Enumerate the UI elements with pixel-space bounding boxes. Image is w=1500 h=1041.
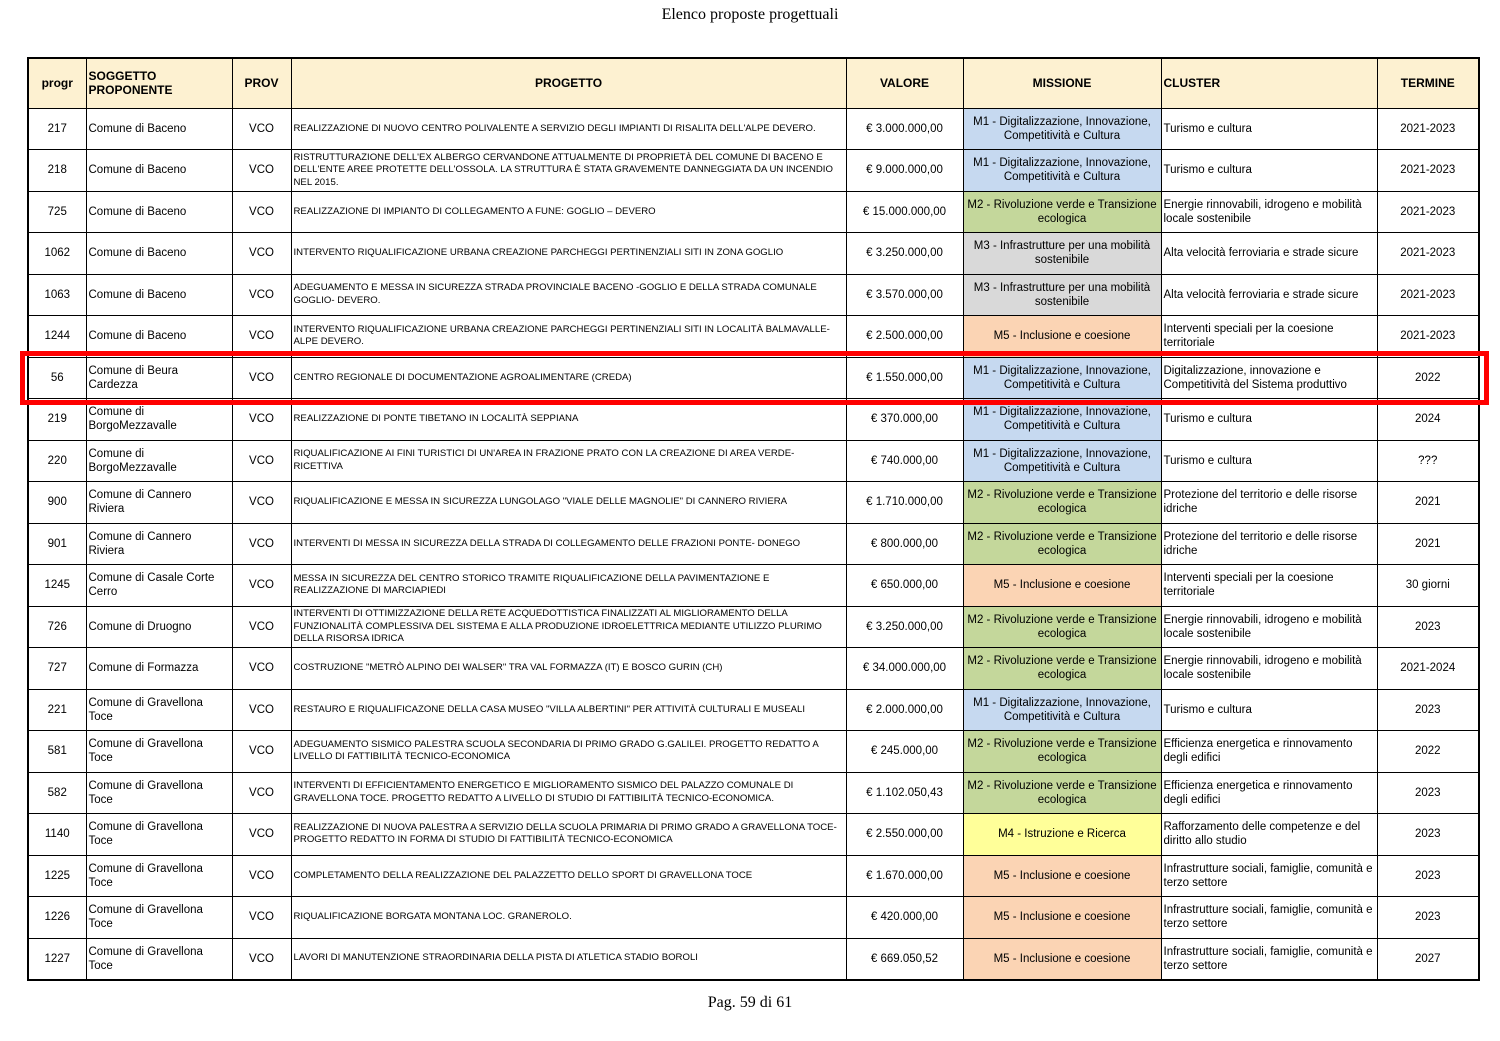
cell-progr: 1226 — [28, 897, 86, 939]
header-row — [28, 58, 1479, 108]
cell-cluster: Protezione del territorio e delle risorse idriche — [1161, 482, 1377, 524]
cell-missione: M1 - Digitalizzazione, Innovazione, Competitività e Cultura — [963, 440, 1161, 482]
cell-cluster: Efficienza energetica e rinnovamento degli edifici — [1161, 731, 1377, 773]
cell-missione: M3 - Infrastrutture per una mobilità sostenibile — [963, 274, 1161, 316]
cell-cluster: Turismo e cultura — [1161, 150, 1377, 192]
cell-cluster: Alta velocità ferroviaria e strade sicure — [1161, 233, 1377, 275]
table-row — [28, 191, 1479, 233]
cell-soggetto: Comune di Gravellona Toce — [86, 897, 232, 939]
cell-termine: 2021-2024 — [1377, 648, 1479, 690]
cell-progr: 221 — [28, 689, 86, 731]
cell-progr: 582 — [28, 772, 86, 814]
cell-termine: 30 giorni — [1377, 565, 1479, 607]
cell-cluster: Efficienza energetica e rinnovamento degli edifici — [1161, 772, 1377, 814]
cell-termine: 2027 — [1377, 938, 1479, 980]
cell-termine: 2023 — [1377, 772, 1479, 814]
cell-progetto: RIQUALIFICAZIONE AI FINI TURISTICI DI UN'AREA IN FRAZIONE PRATO CON LA CREAZIONE DI AREA VERDE-RICETTIVA — [291, 440, 846, 482]
cell-progetto: CENTRO REGIONALE DI DOCUMENTAZIONE AGROALIMENTARE (CREDA) — [291, 357, 846, 399]
cell-prov: VCO — [232, 482, 291, 524]
cell-valore: € 2.500.000,00 — [846, 316, 963, 358]
cell-cluster: Infrastrutture sociali, famiglie, comunità e terzo settore — [1161, 855, 1377, 897]
cell-termine: 2021-2023 — [1377, 274, 1479, 316]
table-row — [28, 399, 1479, 441]
table-row — [28, 814, 1479, 856]
cell-missione: M1 - Digitalizzazione, Innovazione, Competitività e Cultura — [963, 150, 1161, 192]
header-progetto: PROGETTO — [291, 58, 846, 108]
cell-termine: 2022 — [1377, 357, 1479, 399]
cell-progr: 1225 — [28, 855, 86, 897]
cell-progr: 56 — [28, 357, 86, 399]
cell-progr: 1062 — [28, 233, 86, 275]
cell-soggetto: Comune di Gravellona Toce — [86, 814, 232, 856]
cell-soggetto: Comune di Cannero Riviera — [86, 523, 232, 565]
cell-missione: M5 - Inclusione e coesione — [963, 316, 1161, 358]
page-title: Elenco proposte progettuali — [661, 6, 839, 23]
header-cluster: CLUSTER — [1161, 58, 1377, 108]
cell-prov: VCO — [232, 897, 291, 939]
cell-prov: VCO — [232, 399, 291, 441]
table-row — [28, 357, 1479, 399]
cell-progetto: COSTRUZIONE "METRÒ ALPINO DEI WALSER" TRA VAL FORMAZZA (IT) E BOSCO GURIN (CH) — [291, 648, 846, 690]
cell-cluster: Rafforzamento delle competenze e del diritto allo studio — [1161, 814, 1377, 856]
table-row — [28, 440, 1479, 482]
cell-cluster: Protezione del territorio e delle risorse idriche — [1161, 523, 1377, 565]
cell-valore: € 1.710.000,00 — [846, 482, 963, 524]
cell-valore: € 3.000.000,00 — [846, 108, 963, 150]
cell-progr: 581 — [28, 731, 86, 773]
cell-soggetto: Comune di Baceno — [86, 233, 232, 275]
cell-valore: € 3.250.000,00 — [846, 233, 963, 275]
cell-missione: M5 - Inclusione e coesione — [963, 565, 1161, 607]
cell-soggetto: Comune di Casale Corte Cerro — [86, 565, 232, 607]
cell-soggetto: Comune di Gravellona Toce — [86, 731, 232, 773]
cell-progetto: REALIZZAZIONE DI PONTE TIBETANO IN LOCALITÀ SEPPIANA — [291, 399, 846, 441]
cell-valore: € 370.000,00 — [846, 399, 963, 441]
cell-cluster: Turismo e cultura — [1161, 689, 1377, 731]
cell-progetto: REALIZZAZIONE DI IMPIANTO DI COLLEGAMENTO A FUNE: GOGLIO – DEVERO — [291, 191, 846, 233]
cell-progr: 1063 — [28, 274, 86, 316]
cell-progetto: LAVORI DI MANUTENZIONE STRAORDINARIA DELLA PISTA DI ATLETICA STADIO BOROLI — [291, 938, 846, 980]
cell-valore: € 1.670.000,00 — [846, 855, 963, 897]
cell-progetto: INTERVENTO RIQUALIFICAZIONE URBANA CREAZIONE PARCHEGGI PERTINENZIALI SITI IN LOCALITÀ BALMAVALLE-ALPE DEVERO. — [291, 316, 846, 358]
cell-cluster: Turismo e cultura — [1161, 399, 1377, 441]
cell-progr: 220 — [28, 440, 86, 482]
table-row — [28, 772, 1479, 814]
cell-soggetto: Comune di Gravellona Toce — [86, 689, 232, 731]
cell-progetto: MESSA IN SICUREZZA DEL CENTRO STORICO TRAMITE RIQUALIFICAZIONE DELLA PAVIMENTAZIONE E REALIZZAZIONE DI MARCIAPIEDI — [291, 565, 846, 607]
cell-valore: € 15.000.000,00 — [846, 191, 963, 233]
cell-missione: M5 - Inclusione e coesione — [963, 855, 1161, 897]
cell-cluster: Infrastrutture sociali, famiglie, comunità e terzo settore — [1161, 938, 1377, 980]
table-row — [28, 565, 1479, 607]
header-progr: progr — [28, 58, 86, 108]
cell-missione: M1 - Digitalizzazione, Innovazione, Competitività e Cultura — [963, 399, 1161, 441]
cell-termine: 2021-2023 — [1377, 316, 1479, 358]
cell-missione: M1 - Digitalizzazione, Innovazione, Competitività e Cultura — [963, 689, 1161, 731]
table-row — [28, 233, 1479, 275]
cell-prov: VCO — [232, 523, 291, 565]
cell-termine: 2021-2023 — [1377, 150, 1479, 192]
cell-termine: ??? — [1377, 440, 1479, 482]
table-row — [28, 523, 1479, 565]
cell-missione: M2 - Rivoluzione verde e Transizione ecologica — [963, 191, 1161, 233]
cell-prov: VCO — [232, 772, 291, 814]
cell-missione: M2 - Rivoluzione verde e Transizione ecologica — [963, 482, 1161, 524]
cell-termine: 2021-2023 — [1377, 108, 1479, 150]
cell-soggetto: Comune di Gravellona Toce — [86, 855, 232, 897]
cell-progr: 1244 — [28, 316, 86, 358]
table-row — [28, 150, 1479, 192]
cell-missione: M2 - Rivoluzione verde e Transizione ecologica — [963, 731, 1161, 773]
table-row — [28, 648, 1479, 690]
cell-cluster: Energie rinnovabili, idrogeno e mobilità locale sostenibile — [1161, 606, 1377, 648]
cell-progetto: INTERVENTI DI EFFICIENTAMENTO ENERGETICO E MIGLIORAMENTO SISMICO DEL PALAZZO COMUNALE DI GRAVELLONA TOCE. PROGETTO REDATTO A LIVELLO DI STUDIO DI FATTIBILITÀ TECNICO-ECONOMICA. — [291, 772, 846, 814]
cell-prov: VCO — [232, 108, 291, 150]
cell-termine: 2023 — [1377, 606, 1479, 648]
cell-missione: M5 - Inclusione e coesione — [963, 897, 1161, 939]
cell-prov: VCO — [232, 274, 291, 316]
cell-termine: 2021-2023 — [1377, 233, 1479, 275]
cell-prov: VCO — [232, 731, 291, 773]
cell-valore: € 2.000.000,00 — [846, 689, 963, 731]
cell-valore: € 740.000,00 — [846, 440, 963, 482]
cell-valore: € 1.550.000,00 — [846, 357, 963, 399]
cell-soggetto: Comune di Druogno — [86, 606, 232, 648]
cell-prov: VCO — [232, 191, 291, 233]
cell-missione: M1 - Digitalizzazione, Innovazione, Competitività e Cultura — [963, 357, 1161, 399]
table-row — [28, 108, 1479, 150]
cell-progetto: ADEGUAMENTO SISMICO PALESTRA SCUOLA SECONDARIA DI PRIMO GRADO G.GALILEI. PROGETTO REDATTO A LIVELLO DI FATTIBILITÀ TECNICO-ECONOMICA — [291, 731, 846, 773]
cell-cluster: Turismo e cultura — [1161, 440, 1377, 482]
cell-termine: 2022 — [1377, 731, 1479, 773]
cell-valore: € 3.250.000,00 — [846, 606, 963, 648]
cell-valore: € 2.550.000,00 — [846, 814, 963, 856]
table-row — [28, 482, 1479, 524]
cell-progetto: ADEGUAMENTO E MESSA IN SICUREZZA STRADA PROVINCIALE BACENO -GOGLIO E DELLA STRADA COMUNALE GOGLIO- DEVERO. — [291, 274, 846, 316]
cell-progr: 725 — [28, 191, 86, 233]
header-termine: TERMINE — [1377, 58, 1479, 108]
cell-soggetto: Comune di BorgoMezzavalle — [86, 399, 232, 441]
cell-missione: M5 - Inclusione e coesione — [963, 938, 1161, 980]
cell-progr: 218 — [28, 150, 86, 192]
cell-valore: € 650.000,00 — [846, 565, 963, 607]
proposals-table — [27, 57, 1480, 981]
table-row — [28, 274, 1479, 316]
cell-valore: € 420.000,00 — [846, 897, 963, 939]
cell-cluster: Interventi speciali per la coesione territoriale — [1161, 565, 1377, 607]
cell-progetto: RIQUALIFICAZIONE BORGATA MONTANA LOC. GRANEROLO. — [291, 897, 846, 939]
cell-missione: M2 - Rivoluzione verde e Transizione ecologica — [963, 772, 1161, 814]
cell-prov: VCO — [232, 233, 291, 275]
cell-progetto: RIQUALIFICAZIONE E MESSA IN SICUREZZA LUNGOLAGO "VIALE DELLE MAGNOLIE" DI CANNERO RIVIERA — [291, 482, 846, 524]
cell-prov: VCO — [232, 316, 291, 358]
cell-progetto: RISTRUTTURAZIONE DELL'EX ALBERGO CERVANDONE ATTUALMENTE DI PROPRIETÀ DEL COMUNE DI BACENO E DELL'ENTE AREE PROTETTE DELL'OSSOLA. LA STRUTTURA È STATA GRAVEMENTE DANNEGGIATA DA UN INCENDIO NEL 2015. — [291, 150, 846, 192]
cell-progetto: RESTAURO E RIQUALIFICAZONE DELLA CASA MUSEO "VILLA ALBERTINI" PER ATTIVITÀ CULTURALI E MUSEALI — [291, 689, 846, 731]
table-row — [28, 897, 1479, 939]
cell-soggetto: Comune di Cannero Riviera — [86, 482, 232, 524]
cell-prov: VCO — [232, 357, 291, 399]
cell-progr: 727 — [28, 648, 86, 690]
cell-progetto: INTERVENTI DI MESSA IN SICUREZZA DELLA STRADA DI COLLEGAMENTO DELLE FRAZIONI PONTE- DONEGO — [291, 523, 846, 565]
cell-progetto: COMPLETAMENTO DELLA REALIZZAZIONE DEL PALAZZETTO DELLO SPORT DI GRAVELLONA TOCE — [291, 855, 846, 897]
page-number: Pag. 59 di 61 — [707, 994, 793, 1011]
cell-termine: 2024 — [1377, 399, 1479, 441]
header-soggetto: SOGGETTO PROPONENTE — [86, 58, 232, 108]
cell-progetto: INTERVENTI DI OTTIMIZZAZIONE DELLA RETE ACQUEDOTTISTICA FINALIZZATI AL MIGLIORAMENTO DELLA FUNZIONALITÀ COMPLESSIVA DEL SISTEMA E ALLA PRODUZIONE IDROELETTRICA MEDIANTE UTILIZZO PLURIMO DELLA RISORSA IDRICA — [291, 606, 846, 648]
cell-progr: 901 — [28, 523, 86, 565]
cell-missione: M4 - Istruzione e Ricerca — [963, 814, 1161, 856]
header-valore: VALORE — [846, 58, 963, 108]
cell-progr: 1227 — [28, 938, 86, 980]
cell-missione: M2 - Rivoluzione verde e Transizione ecologica — [963, 648, 1161, 690]
cell-valore: € 9.000.000,00 — [846, 150, 963, 192]
header-missione: MISSIONE — [963, 58, 1161, 108]
cell-termine: 2023 — [1377, 689, 1479, 731]
cell-termine: 2023 — [1377, 814, 1479, 856]
cell-valore: € 34.000.000,00 — [846, 648, 963, 690]
cell-cluster: Alta velocità ferroviaria e strade sicure — [1161, 274, 1377, 316]
cell-missione: M2 - Rivoluzione verde e Transizione ecologica — [963, 523, 1161, 565]
cell-soggetto: Comune di Beura Cardezza — [86, 357, 232, 399]
cell-soggetto: Comune di Baceno — [86, 191, 232, 233]
cell-missione: M2 - Rivoluzione verde e Transizione ecologica — [963, 606, 1161, 648]
cell-cluster: Infrastrutture sociali, famiglie, comunità e terzo settore — [1161, 897, 1377, 939]
table-row — [28, 606, 1479, 648]
cell-prov: VCO — [232, 440, 291, 482]
cell-soggetto: Comune di Gravellona Toce — [86, 772, 232, 814]
cell-termine: 2021-2023 — [1377, 191, 1479, 233]
cell-soggetto: Comune di Baceno — [86, 108, 232, 150]
table-row — [28, 855, 1479, 897]
cell-progetto: REALIZZAZIONE DI NUOVA PALESTRA A SERVIZIO DELLA SCUOLA PRIMARIA DI PRIMO GRADO A GRAVELLONA TOCE- PROGETTO REDATTO IN FORMA DI STUDIO DI FATTIBILITÀ TECNICO-ECONOMICA — [291, 814, 846, 856]
cell-cluster: Interventi speciali per la coesione territoriale — [1161, 316, 1377, 358]
cell-termine: 2021 — [1377, 482, 1479, 524]
cell-termine: 2023 — [1377, 855, 1479, 897]
table-row — [28, 689, 1479, 731]
cell-soggetto: Comune di Baceno — [86, 316, 232, 358]
cell-progr: 219 — [28, 399, 86, 441]
cell-soggetto: Comune di Baceno — [86, 150, 232, 192]
cell-prov: VCO — [232, 150, 291, 192]
cell-progr: 217 — [28, 108, 86, 150]
table-row — [28, 731, 1479, 773]
cell-soggetto: Comune di Baceno — [86, 274, 232, 316]
cell-soggetto: Comune di Gravellona Toce — [86, 938, 232, 980]
cell-cluster: Turismo e cultura — [1161, 108, 1377, 150]
cell-prov: VCO — [232, 938, 291, 980]
cell-prov: VCO — [232, 648, 291, 690]
cell-cluster: Digitalizzazione, innovazione e Competitività del Sistema produttivo — [1161, 357, 1377, 399]
cell-valore: € 669.050,52 — [846, 938, 963, 980]
cell-progetto: INTERVENTO RIQUALIFICAZIONE URBANA CREAZIONE PARCHEGGI PERTINENZIALI SITI IN ZONA GOGLIO — [291, 233, 846, 275]
cell-valore: € 245.000,00 — [846, 731, 963, 773]
cell-missione: M3 - Infrastrutture per una mobilità sostenibile — [963, 233, 1161, 275]
cell-progr: 726 — [28, 606, 86, 648]
cell-progr: 1140 — [28, 814, 86, 856]
cell-valore: € 3.570.000,00 — [846, 274, 963, 316]
cell-prov: VCO — [232, 689, 291, 731]
cell-termine: 2023 — [1377, 897, 1479, 939]
cell-prov: VCO — [232, 565, 291, 607]
cell-valore: € 1.102.050,43 — [846, 772, 963, 814]
cell-cluster: Energie rinnovabili, idrogeno e mobilità locale sostenibile — [1161, 191, 1377, 233]
cell-missione: M1 - Digitalizzazione, Innovazione, Competitività e Cultura — [963, 108, 1161, 150]
cell-prov: VCO — [232, 855, 291, 897]
cell-soggetto: Comune di Formazza — [86, 648, 232, 690]
cell-prov: VCO — [232, 814, 291, 856]
cell-progr: 1245 — [28, 565, 86, 607]
cell-cluster: Energie rinnovabili, idrogeno e mobilità locale sostenibile — [1161, 648, 1377, 690]
table-row — [28, 938, 1479, 980]
header-prov: PROV — [232, 58, 291, 108]
cell-progr: 900 — [28, 482, 86, 524]
cell-valore: € 800.000,00 — [846, 523, 963, 565]
cell-termine: 2021 — [1377, 523, 1479, 565]
cell-prov: VCO — [232, 606, 291, 648]
table-row — [28, 316, 1479, 358]
cell-progetto: REALIZZAZIONE DI NUOVO CENTRO POLIVALENTE A SERVIZIO DEGLI IMPIANTI DI RISALITA DELL'ALPE DEVERO. — [291, 108, 846, 150]
cell-soggetto: Comune di BorgoMezzavalle — [86, 440, 232, 482]
